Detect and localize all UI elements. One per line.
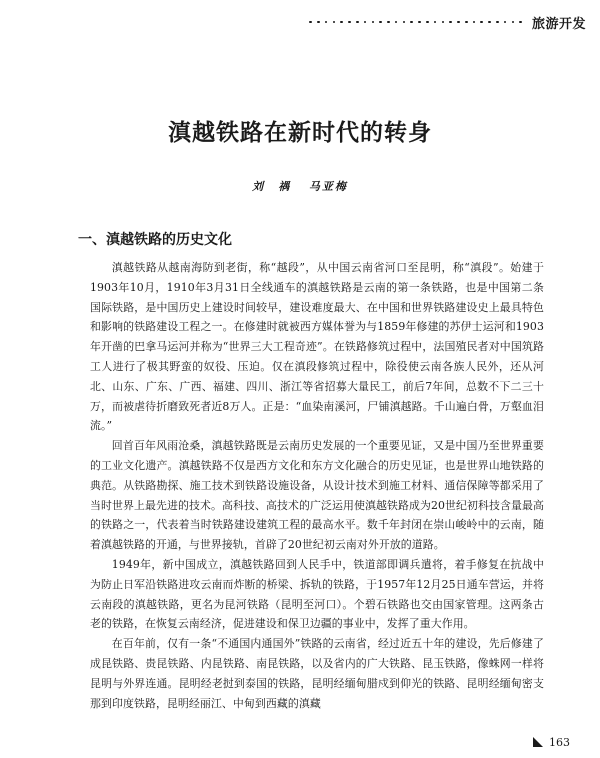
body-paragraph: 回首百年风雨沧桑，滇越铁路既是云南历史发展的一个重要见证，又是中国乃至世界重要的工业文化遗产。滇越铁路不仅是西方文化和东方文化融合的历史见证，也是世界山地铁路的典范。从铁路勘探、施工技术到铁路设施设备，从设计技术到施工材料、通信保障等都采用了当时世界上最先进的技术。高科技、高技术的广泛运用使滇越铁路成为20世纪初科技含量最高的铁路之一，代表着当时铁路建设建筑工程的最高水平。数千年封闭在崇山峻岭中的云南，随着滇越铁路的开通，与世界接轨，首辟了20世纪初云南对外开放的道路。 xyxy=(90,439,544,552)
author-name: 马亚梅 xyxy=(308,180,348,193)
body-paragraph: 1949年，新中国成立，滇越铁路回到人民手中，铁道部即调兵遣将，着手修复在抗战中为防止日军沿铁路进攻云南而炸断的桥梁、拆轨的铁路，于1957年12月25日通车营运，并将云南段的滇越铁路，更名为昆河铁路（昆明至河口）。个碧石铁路也交由国家管理。这两条古老的铁路，在恢复云南经济，促进建设和保卫边疆的事业中，发挥了重大作用。 xyxy=(90,557,544,631)
page-footer xyxy=(470,733,570,751)
author-line xyxy=(0,178,600,194)
leader-dot xyxy=(340,21,343,24)
leader-dot xyxy=(457,21,460,24)
dotted-leader xyxy=(309,21,522,24)
leader-dot xyxy=(465,21,468,24)
running-header xyxy=(230,12,586,32)
leader-dot xyxy=(519,21,522,24)
page-number: 163 xyxy=(549,735,570,749)
leader-dot xyxy=(309,21,312,24)
leader-dot xyxy=(372,21,375,24)
leader-dot xyxy=(325,21,328,24)
leader-dot xyxy=(449,21,452,24)
corner-triangle-icon xyxy=(533,737,543,747)
leader-dot xyxy=(473,21,476,24)
section-heading: 一、滇越铁路的历史文化 xyxy=(78,232,232,248)
leader-dot xyxy=(418,21,421,24)
leader-dot xyxy=(356,21,359,24)
body-paragraph: 滇越铁路从越南海防到老街，称“越段”，从中国云南省河口至昆明，称“滇段”。始建于1903年10月，1910年3月31日全线通车的滇越铁路是云南的第一条铁路，也是中国第二条国际铁路，是中国历史上建设时间较早，建设难度最大、在中国和世界铁路建设史上最具特色和影响的铁路建设工程之一。在修建时就被西方媒体誉为与1859年修建的苏伊士运河和1903年开凿的巴拿马运河并称为“世界三大工程奇迹”。在铁路修筑过程中，法国殖民者对中国筑路工人进行了极其野蛮的奴役、压迫。仅在滇段修筑过程中，除役使云南各族人民外，还从河北、山东、广东、广西、福建、四川、浙江等省招募大量民工，前后7年间，总数不下二三十万，而被虐待折磨致死者近8万人。正是：“血染南溪河，尸铺滇越路。千山遍白骨，万壑血泪流。” xyxy=(90,261,544,433)
leader-dot xyxy=(504,21,507,24)
article-title: 滇越铁路在新时代的转身 xyxy=(168,119,432,146)
body-paragraph: 在百年前，仅有一条“不通国内通国外”铁路的云南省，经过近五十年的建设，先后修建了成昆铁路、贵昆铁路、内昆铁路、南昆铁路，以及省内的广大铁路、昆玉铁路，像蛛网一样将昆明与外界连通。昆明经老挝到泰国的铁路，昆明经缅甸腊戍到仰光的铁路、昆明经缅甸密支那到印度铁路，昆明经丽江、中甸到西藏的滇藏 xyxy=(90,637,544,710)
leader-dot xyxy=(403,21,406,24)
article-body xyxy=(90,258,544,713)
leader-dot xyxy=(317,21,320,24)
leader-dot xyxy=(426,21,429,24)
section-name: 旅游开发 xyxy=(531,16,586,32)
leader-dot xyxy=(480,21,483,24)
leader-dot xyxy=(496,21,499,24)
leader-dot xyxy=(364,21,367,24)
leader-dot xyxy=(512,21,515,24)
leader-dot xyxy=(348,21,351,24)
author-name: 刘 禑 xyxy=(252,180,292,193)
leader-dot xyxy=(395,21,398,24)
leader-dot xyxy=(434,21,437,24)
leader-dot xyxy=(488,21,491,24)
leader-dot xyxy=(410,21,413,24)
leader-dot xyxy=(379,21,382,24)
leader-dot xyxy=(387,21,390,24)
leader-dot xyxy=(442,21,445,24)
leader-dot xyxy=(333,21,336,24)
